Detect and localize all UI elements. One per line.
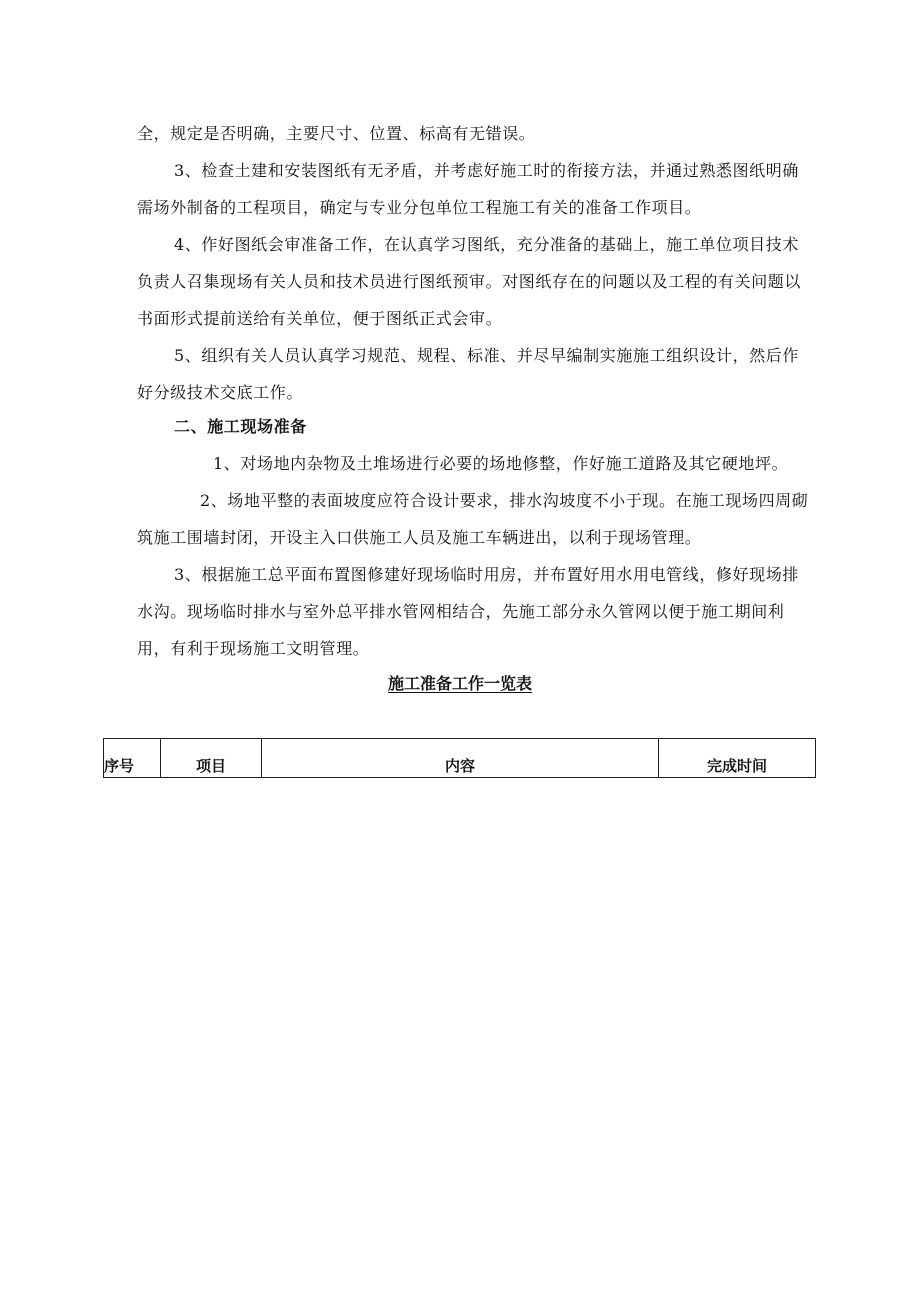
paragraph-line: 水沟。现场临时排水与室外总平排水管网相结合，先施工部分永久管网以便于施工期间利 [137, 602, 785, 621]
header-cell-completion-time: 完成时间 [659, 739, 816, 778]
paragraph-line: 3、根据施工总平面布置图修建好现场临时用房，并布置好用水用电管线，修好现场排 [174, 565, 799, 584]
table-caption-text: 施工准备工作一览表 [387, 674, 532, 693]
paragraph-line: 4、作好图纸会审准备工作，在认真学习图纸，充分准备的基础上，施工单位项目技术 [174, 235, 799, 254]
paragraph-line: 书面形式提前送给有关单位，便于图纸正式会审。 [137, 309, 503, 328]
header-cell-content: 内容 [262, 739, 659, 778]
header-cell-item: 项目 [161, 739, 262, 778]
paragraph-line: 好分级技术交底工作。 [137, 383, 304, 402]
preparation-table [103, 738, 816, 778]
paragraph-line: 2、场地平整的表面坡度应符合设计要求，排水沟坡度不小于现。在施工现场四周砌 [200, 491, 809, 510]
header-cell-number: 序号 [104, 739, 161, 778]
paragraph-line: 负责人召集现场有关人员和技术员进行图纸预审。对图纸存在的问题以及工程的有关问题以 [137, 272, 802, 291]
paragraph-line: 3、检查土建和安装图纸有无矛盾，并考虑好施工时的衔接方法，并通过熟悉图纸明确 [174, 161, 799, 180]
paragraph-line: 用，有利于现场施工文明管理。 [137, 639, 370, 658]
table-caption [0, 674, 920, 694]
section-heading: 二、施工现场准备 [174, 417, 307, 436]
paragraph-line: 筑施工围墙封闭，开设主入口供施工人员及施工车辆进出，以利于现场管理。 [137, 528, 702, 547]
paragraph-line: 全，规定是否明确，主要尺寸、位置、标高有无错误。 [137, 124, 536, 143]
paragraph-line: 1、对场地内杂物及土堆场进行必要的场地修整，作好施工道路及其它硬地坪。 [213, 454, 789, 473]
paragraph-line: 5、组织有关人员认真学习规范、规程、标准、并尽早编制实施施工组织设计，然后作 [174, 346, 799, 365]
paragraph-line: 需场外制备的工程项目，确定与专业分包单位工程施工有关的准备工作项目。 [137, 198, 702, 217]
table-header-row [104, 739, 816, 778]
